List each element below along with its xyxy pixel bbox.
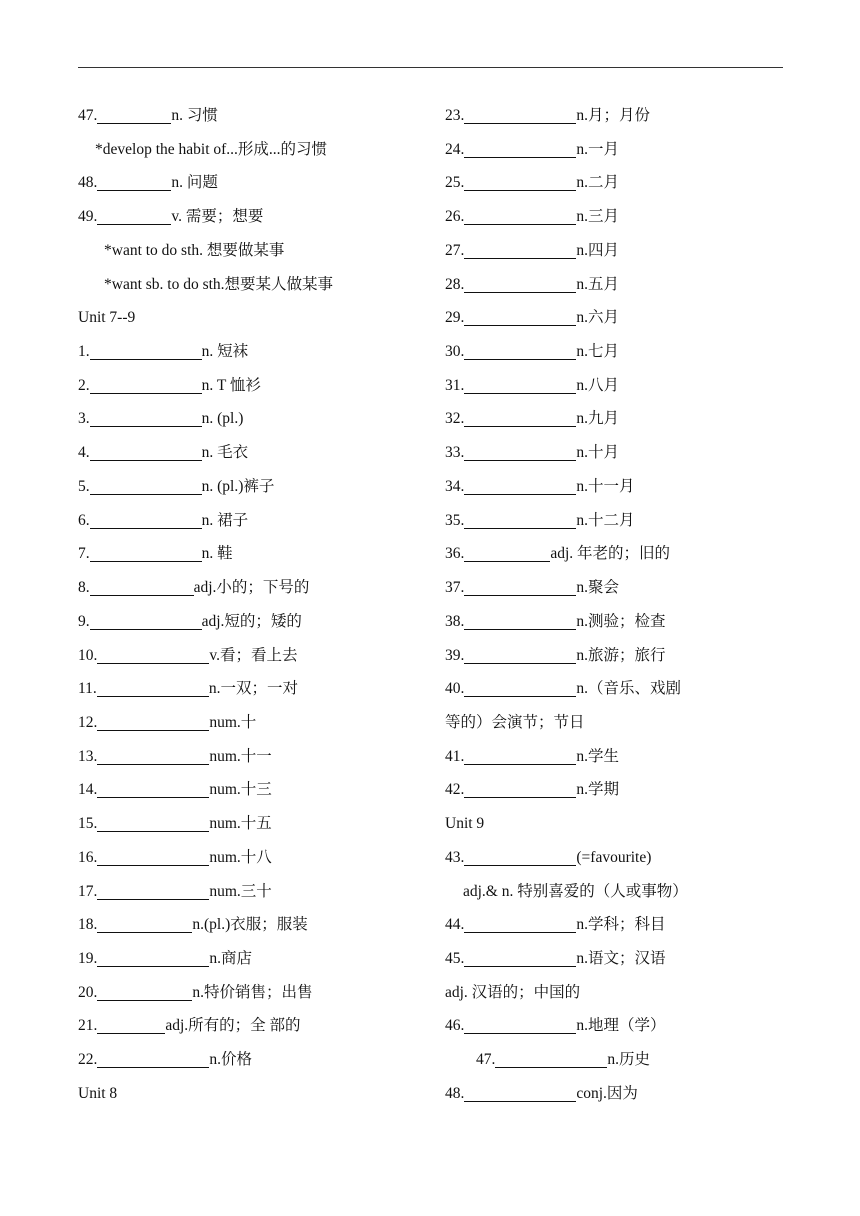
- vocab-item: [78, 639, 298, 672]
- item-text: num.十: [209, 713, 257, 731]
- vocab-item: [78, 537, 233, 570]
- item-number: 28.: [445, 275, 465, 293]
- answer-blank[interactable]: [90, 474, 202, 495]
- item-text: n. 裙子: [201, 511, 249, 529]
- item-text: *want to do sth. 想要做某事: [104, 241, 285, 259]
- header-rule: [78, 67, 783, 68]
- item-number: 35.: [445, 511, 465, 529]
- vocab-item: [445, 942, 666, 975]
- item-text: n.历史: [607, 1051, 651, 1069]
- answer-blank[interactable]: [464, 744, 576, 765]
- vocab-item: [445, 436, 619, 469]
- answer-blank[interactable]: [464, 912, 576, 933]
- vocab-item: [78, 605, 302, 638]
- answer-blank[interactable]: [90, 575, 194, 596]
- vocab-item: [78, 942, 252, 975]
- item-text: n.(pl.)衣服；服装: [192, 916, 308, 934]
- item-number: 44.: [445, 916, 465, 934]
- vocab-item: [445, 470, 635, 503]
- item-text: n.聚会: [576, 579, 620, 597]
- answer-blank[interactable]: [464, 676, 576, 697]
- item-number: 49.: [78, 208, 98, 226]
- answer-blank[interactable]: [464, 406, 576, 427]
- item-number: 13.: [78, 747, 98, 765]
- item-number: 17.: [78, 882, 98, 900]
- item-text: Unit 7--9: [78, 309, 136, 327]
- vocab-item: [78, 99, 218, 132]
- vocab-item: [445, 1077, 638, 1110]
- item-text: n.五月: [576, 275, 620, 293]
- item-number: 25.: [445, 174, 465, 192]
- vocab-item: [78, 706, 256, 739]
- vocab-item: [78, 807, 272, 840]
- answer-blank[interactable]: [97, 170, 171, 191]
- answer-blank[interactable]: [464, 845, 576, 866]
- item-number: 4.: [78, 444, 90, 462]
- answer-blank[interactable]: [97, 777, 209, 798]
- answer-blank[interactable]: [97, 204, 171, 225]
- item-number: 26.: [445, 208, 465, 226]
- item-text: num.十五: [209, 815, 272, 833]
- item-text: adj. 年老的；旧的: [550, 545, 671, 563]
- vocab-item: [78, 1043, 252, 1076]
- vocab-item: [78, 841, 272, 874]
- item-text: n. T 恤衫: [201, 376, 261, 394]
- vocab-item: [445, 301, 619, 334]
- vocab-item: [445, 369, 619, 402]
- item-text: n.学生: [576, 747, 620, 765]
- item-text: adj. 汉语的；中国的: [445, 983, 581, 1001]
- vocab-item: [445, 537, 670, 570]
- answer-blank[interactable]: [90, 373, 202, 394]
- item-number: 31.: [445, 376, 465, 394]
- vocab-item: [78, 976, 313, 1009]
- answer-blank[interactable]: [97, 845, 209, 866]
- vocab-item: [445, 740, 619, 773]
- answer-blank[interactable]: [464, 541, 550, 562]
- item-number: 10.: [78, 646, 98, 664]
- vocab-item: [445, 268, 619, 301]
- answer-blank[interactable]: [464, 170, 576, 191]
- item-text: n.价格: [209, 1051, 253, 1069]
- text-line: [445, 807, 484, 840]
- answer-blank[interactable]: [464, 305, 576, 326]
- item-number: 24.: [445, 140, 465, 158]
- item-number: 20.: [78, 983, 98, 1001]
- answer-blank[interactable]: [464, 643, 576, 664]
- item-text: n.七月: [576, 343, 620, 361]
- item-text: n.商店: [209, 950, 253, 967]
- answer-blank[interactable]: [464, 1013, 576, 1034]
- answer-blank[interactable]: [90, 609, 202, 630]
- item-text: (=favourite): [576, 848, 652, 866]
- answer-blank[interactable]: [464, 204, 576, 225]
- item-number: 22.: [78, 1051, 98, 1069]
- item-text: adj.& n. 特别喜爱的（人或事物）: [463, 882, 688, 900]
- vocab-item: [445, 234, 619, 267]
- item-number: 12.: [78, 713, 98, 731]
- item-text: *want sb. to do sth.想要某人做某事: [104, 275, 334, 293]
- vocab-item: [445, 200, 619, 233]
- item-number: 9.: [78, 612, 90, 630]
- item-text: n.（音乐、戏剧: [576, 680, 682, 698]
- item-number: 37.: [445, 579, 465, 597]
- item-text: n. 鞋: [201, 545, 233, 563]
- item-text: n.一月: [576, 140, 620, 158]
- item-text: n. 习惯: [171, 107, 218, 124]
- item-number: 1.: [78, 343, 90, 361]
- vocab-item: [78, 436, 248, 469]
- item-text: n.十二月: [576, 511, 635, 529]
- vocab-item: [78, 1009, 301, 1042]
- item-text: num.十八: [209, 848, 272, 866]
- answer-blank[interactable]: [97, 1047, 209, 1068]
- item-text: n. 问题: [171, 174, 218, 192]
- item-number: 46.: [445, 1017, 465, 1035]
- item-text: n.九月: [576, 410, 620, 428]
- item-number: 5.: [78, 477, 90, 495]
- item-number: 39.: [445, 646, 465, 664]
- item-text: n. (pl.): [201, 410, 244, 428]
- answer-blank[interactable]: [97, 811, 209, 832]
- item-number: 40.: [445, 680, 465, 698]
- answer-blank[interactable]: [464, 238, 576, 259]
- item-text: n.语文；汉语: [576, 950, 666, 967]
- vocab-item: [78, 875, 272, 908]
- item-text: n.月；月份: [576, 107, 651, 124]
- item-text: v. 需要；想要: [171, 208, 264, 226]
- text-line: [78, 133, 327, 166]
- vocab-item: [78, 470, 274, 503]
- vocab-item: [445, 639, 666, 672]
- item-text: n.四月: [576, 241, 620, 259]
- item-text: n.测验；检查: [576, 612, 666, 630]
- item-number: 30.: [445, 343, 465, 361]
- answer-blank[interactable]: [97, 643, 209, 664]
- text-line: [445, 875, 688, 908]
- vocab-item: [78, 908, 308, 941]
- item-text: n.特价销售；出售: [192, 983, 313, 1001]
- item-number: 42.: [445, 781, 465, 799]
- answer-blank[interactable]: [90, 339, 202, 360]
- vocab-item: [445, 504, 635, 537]
- vocab-item: [445, 908, 666, 941]
- item-text: n.二月: [576, 174, 620, 192]
- answer-blank[interactable]: [97, 980, 192, 1001]
- answer-blank[interactable]: [90, 508, 202, 529]
- item-number: 15.: [78, 815, 98, 833]
- item-text: num.十一: [209, 747, 272, 765]
- item-text: adj.短的；矮的: [201, 612, 302, 630]
- vocab-item: [445, 773, 619, 806]
- answer-blank[interactable]: [464, 272, 576, 293]
- item-text: num.三十: [209, 882, 272, 900]
- item-number: 2.: [78, 376, 90, 394]
- answer-blank[interactable]: [464, 575, 576, 596]
- vocab-item: [78, 402, 243, 435]
- item-number: 3.: [78, 410, 90, 428]
- item-number: 7.: [78, 545, 90, 563]
- vocab-item: [445, 1043, 650, 1076]
- vocab-item: [78, 335, 248, 368]
- vocab-item: [78, 504, 248, 537]
- item-number: 43.: [445, 848, 465, 866]
- item-number: 14.: [78, 781, 98, 799]
- answer-blank[interactable]: [464, 373, 576, 394]
- answer-blank[interactable]: [495, 1047, 607, 1068]
- item-text: n.学科；科目: [576, 916, 666, 934]
- vocab-item: [78, 200, 263, 233]
- vocab-item: [445, 99, 650, 132]
- item-text: n.八月: [576, 376, 620, 394]
- answer-blank[interactable]: [464, 946, 576, 967]
- vocab-item: [445, 166, 619, 199]
- item-number: 18.: [78, 916, 98, 934]
- item-text: adj.小的；下号的: [193, 579, 310, 597]
- answer-blank[interactable]: [464, 339, 576, 360]
- item-number: 47.: [78, 107, 98, 124]
- item-text: n.地理（学）: [576, 1017, 666, 1035]
- answer-blank[interactable]: [97, 744, 209, 765]
- item-number: 16.: [78, 848, 98, 866]
- item-text: 等的）会演节；节日: [445, 713, 585, 731]
- answer-blank[interactable]: [97, 103, 171, 124]
- answer-blank[interactable]: [464, 609, 576, 630]
- text-line: [78, 1077, 117, 1110]
- item-number: 11.: [78, 680, 97, 698]
- answer-blank[interactable]: [464, 440, 576, 461]
- item-number: 34.: [445, 477, 465, 495]
- answer-blank[interactable]: [464, 474, 576, 495]
- vocab-item: [445, 605, 666, 638]
- vocab-item: [78, 672, 298, 705]
- item-text: n. 毛衣: [201, 444, 249, 462]
- answer-blank[interactable]: [97, 676, 209, 697]
- text-line: [445, 976, 580, 1009]
- item-number: 19.: [78, 950, 98, 967]
- answer-blank[interactable]: [464, 103, 576, 124]
- item-text: num.十三: [209, 781, 272, 799]
- item-number: 33.: [445, 444, 465, 462]
- answer-blank[interactable]: [90, 440, 202, 461]
- vocab-item: [445, 672, 681, 705]
- item-number: 47.: [476, 1051, 496, 1069]
- text-line: [78, 268, 333, 301]
- item-number: 36.: [445, 545, 465, 563]
- vocab-item: [78, 740, 272, 773]
- vocab-item: [445, 133, 619, 166]
- vocab-item: [78, 773, 272, 806]
- item-number: 48.: [445, 1084, 465, 1102]
- item-number: 23.: [445, 107, 465, 124]
- vocab-item: [445, 1009, 666, 1042]
- answer-blank[interactable]: [97, 912, 192, 933]
- item-text: conj.因为: [576, 1084, 638, 1102]
- vocab-item: [78, 571, 309, 604]
- item-number: 48.: [78, 174, 98, 192]
- item-text: adj.所有的；全 部的: [165, 1017, 301, 1035]
- item-text: *develop the habit of...形成...的习惯: [95, 140, 328, 158]
- answer-blank[interactable]: [97, 946, 209, 967]
- item-text: n.六月: [576, 309, 620, 327]
- item-number: 6.: [78, 511, 90, 529]
- answer-blank[interactable]: [464, 777, 576, 798]
- answer-blank[interactable]: [97, 1013, 165, 1034]
- item-number: 38.: [445, 612, 465, 630]
- item-text: n.三月: [576, 208, 620, 226]
- answer-blank[interactable]: [464, 508, 576, 529]
- item-text: n.一双；一对: [208, 680, 298, 698]
- item-number: 41.: [445, 747, 465, 765]
- item-text: n.学期: [576, 781, 620, 799]
- answer-blank[interactable]: [97, 879, 209, 900]
- item-number: 32.: [445, 410, 465, 428]
- answer-blank[interactable]: [90, 406, 202, 427]
- vocab-item: [445, 335, 619, 368]
- item-number: 8.: [78, 579, 90, 597]
- vocab-item: [78, 369, 261, 402]
- item-text: n. (pl.)裤子: [201, 477, 275, 495]
- vocab-item: [78, 166, 218, 199]
- item-text: Unit 8: [78, 1084, 118, 1102]
- item-number: 45.: [445, 950, 465, 967]
- vocab-item: [445, 841, 651, 874]
- item-number: 29.: [445, 309, 465, 327]
- answer-blank[interactable]: [464, 1081, 576, 1102]
- item-text: n.十一月: [576, 477, 635, 495]
- text-line: [78, 234, 284, 267]
- answer-blank[interactable]: [90, 541, 202, 562]
- item-text: n.十月: [576, 444, 620, 462]
- item-text: n.旅游；旅行: [576, 646, 666, 664]
- vocab-item: [445, 571, 619, 604]
- item-text: n. 短袜: [201, 343, 249, 361]
- item-number: 21.: [78, 1017, 98, 1035]
- text-line: [445, 706, 585, 739]
- answer-blank[interactable]: [97, 710, 209, 731]
- vocab-item: [445, 402, 619, 435]
- item-text: v.看；看上去: [209, 646, 298, 664]
- item-number: 27.: [445, 241, 465, 259]
- answer-blank[interactable]: [464, 137, 576, 158]
- item-text: Unit 9: [445, 815, 485, 833]
- text-line: [78, 301, 135, 334]
